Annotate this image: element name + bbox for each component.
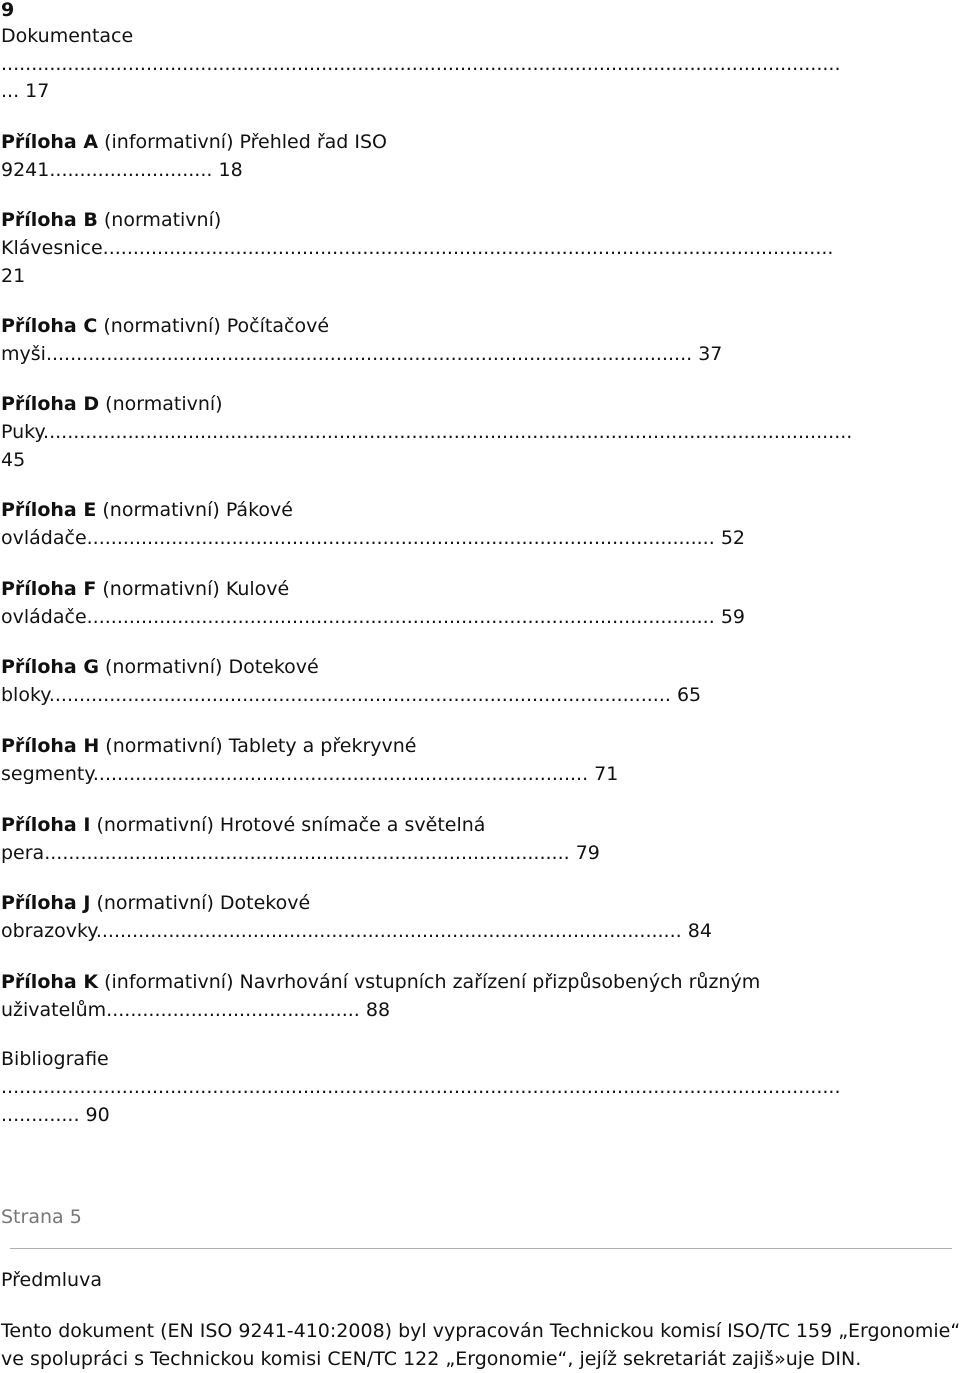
toc-page-number: 45 xyxy=(1,449,26,471)
appendix-heading xyxy=(1,813,485,837)
appendix-heading xyxy=(1,208,221,232)
toc-dots: ................................................................................................. xyxy=(95,920,682,942)
section-title: Dokumentace xyxy=(1,25,134,47)
appendix-description: (normativní) Dotekové xyxy=(96,892,311,914)
appendix-description: (informativní) Přehled řad ISO xyxy=(104,131,388,153)
toc-dots: ........................................................................................................ xyxy=(86,527,715,549)
appendix-description: (normativní) Tablety a překryvné xyxy=(105,735,417,757)
appendix-description: (normativní) xyxy=(103,209,222,231)
appendix-label: Příloha J xyxy=(1,892,91,914)
appendix-heading xyxy=(1,891,310,915)
appendix-label: Příloha B xyxy=(1,209,98,231)
appendix-entry-line xyxy=(1,919,712,943)
appendix-title: ovládače xyxy=(1,527,87,549)
appendix-page-line xyxy=(1,448,25,472)
appendix-entry-line xyxy=(1,762,618,786)
appendix-description: (normativní) Kulové xyxy=(102,578,290,600)
appendix-entry-line xyxy=(1,605,745,629)
toc-dots: .................................................................................. xyxy=(92,763,589,785)
toc-dots: ......................................................................................................................... xyxy=(102,237,834,259)
toc-page-number: ... 17 xyxy=(1,80,50,102)
page-label: Strana 5 xyxy=(1,1206,82,1228)
appendix-entry-line xyxy=(1,236,833,260)
appendix-entry-line xyxy=(1,420,852,444)
appendix-heading xyxy=(1,130,387,154)
toc-page-number: 21 xyxy=(1,265,26,287)
toc-dots: ........................................................................................................... xyxy=(45,343,693,365)
toc-dots: ........................... xyxy=(49,159,213,181)
appendix-label: Příloha A xyxy=(1,131,99,153)
appendix-description: (informativní) Navrhování vstupních zařízení přizpůsobených různým xyxy=(104,971,761,993)
appendix-label: Příloha G xyxy=(1,656,99,678)
foreword-line: ve spolupráci s Technickou komisi CEN/TC 122 „Ergonomie“, jejíž sekretariát zajiš»uje DIN. xyxy=(1,1348,862,1370)
appendix-label: Příloha K xyxy=(1,971,99,993)
appendix-label: Příloha I xyxy=(1,814,91,836)
toc-page-number: 71 xyxy=(594,763,619,785)
appendix-heading xyxy=(1,392,223,416)
appendix-entry-line xyxy=(1,998,390,1022)
foreword-line: Tento dokument (EN ISO 9241-410:2008) byl vypracován Technickou komisí ISO/TC 159 „Ergonomie“ xyxy=(1,1320,960,1342)
appendix-label: Příloha F xyxy=(1,578,97,600)
appendix-entry-line xyxy=(1,841,600,865)
appendix-title: bloky xyxy=(1,684,49,706)
appendix-title: Klávesnice xyxy=(1,237,103,259)
toc-page-number: ............. 90 xyxy=(1,1104,110,1126)
divider xyxy=(10,1248,952,1249)
toc-dots: ...................................................................................................................................... xyxy=(43,421,853,443)
toc-page-number: 18 xyxy=(218,159,243,181)
appendix-heading xyxy=(1,734,416,758)
section-number: 9 xyxy=(1,0,15,21)
appendix-entry-line xyxy=(1,158,243,182)
appendix-title: segmenty xyxy=(1,763,93,785)
appendix-heading xyxy=(1,577,289,601)
appendix-entry-line xyxy=(1,683,701,707)
appendix-title: pera xyxy=(1,842,45,864)
appendix-title: Puky xyxy=(1,421,44,443)
toc-dots: .......................................... xyxy=(106,999,360,1021)
toc-dots: ........................................................................................................ xyxy=(86,606,715,628)
appendix-entry-line xyxy=(1,342,722,366)
appendix-label: Příloha D xyxy=(1,393,100,415)
appendix-label: Příloha E xyxy=(1,499,97,521)
appendix-title: uživatelům xyxy=(1,999,107,1021)
foreword-title: Předmluva xyxy=(1,1269,102,1291)
appendix-description: (normativní) Počítačové xyxy=(103,315,330,337)
appendix-heading xyxy=(1,970,760,994)
toc-dots: ........................................................................................................................................... xyxy=(1,1076,841,1098)
bibliography-title: Bibliografie xyxy=(1,1048,109,1070)
appendix-label: Příloha H xyxy=(1,735,100,757)
appendix-heading xyxy=(1,314,329,338)
appendix-title: obrazovky xyxy=(1,920,96,942)
toc-page-number: 37 xyxy=(698,343,723,365)
appendix-heading xyxy=(1,498,293,522)
appendix-description: (normativní) Hrotové snímače a světelná xyxy=(96,814,486,836)
toc-dots: ........................................................................................................................................... xyxy=(1,53,841,75)
appendix-page-line xyxy=(1,264,25,288)
appendix-heading xyxy=(1,655,319,679)
toc-page-number: 88 xyxy=(365,999,391,1021)
appendix-entry-line xyxy=(1,526,745,550)
toc-page-number: 65 xyxy=(676,684,702,706)
appendix-title: ovládače xyxy=(1,606,87,628)
toc-page-number: 52 xyxy=(720,527,745,549)
toc-page-number: 79 xyxy=(575,842,600,864)
toc-page-number: 59 xyxy=(720,606,745,628)
appendix-title: 9241 xyxy=(1,159,50,181)
appendix-description: (normativní) Dotekové xyxy=(104,656,319,678)
toc-dots: ....................................................................................................... xyxy=(48,684,671,706)
toc-dots: ....................................................................................... xyxy=(44,842,570,864)
appendix-title: myši xyxy=(1,343,46,365)
appendix-label: Příloha C xyxy=(1,315,98,337)
toc-page-number: 84 xyxy=(687,920,712,942)
appendix-description: (normativní) xyxy=(105,393,223,415)
appendix-description: (normativní) Pákové xyxy=(102,499,293,521)
